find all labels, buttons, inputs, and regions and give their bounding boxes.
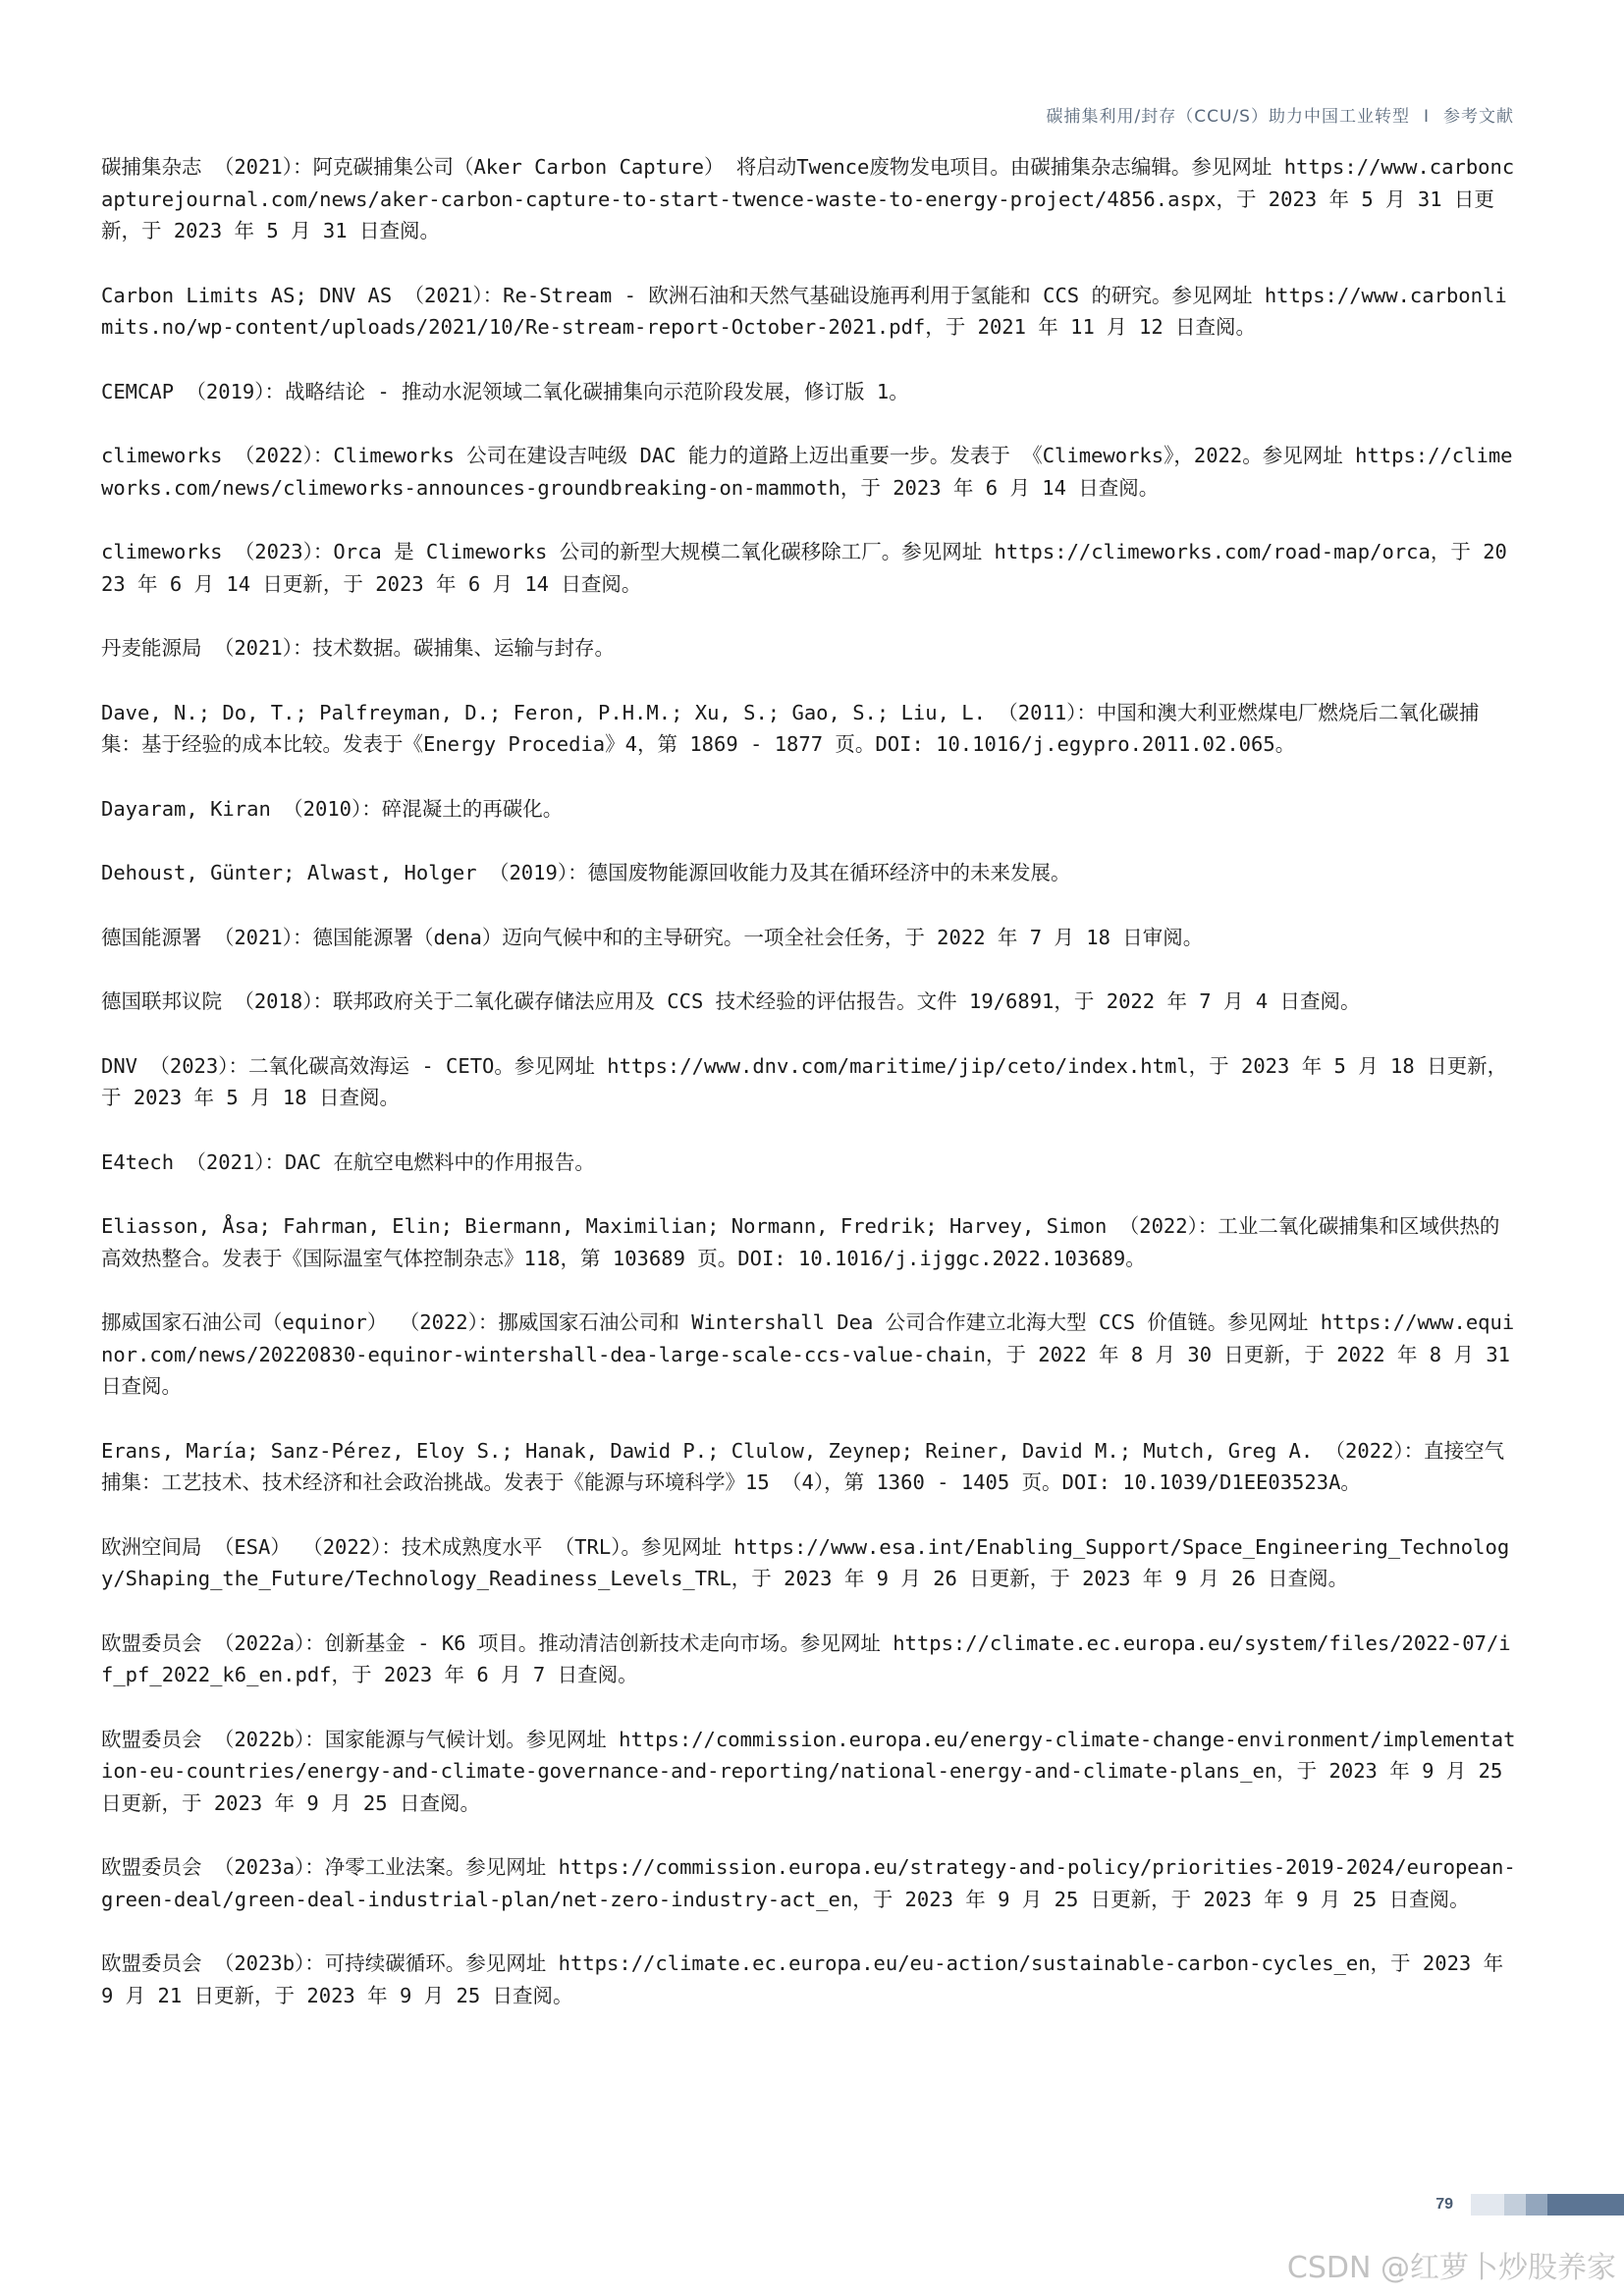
reference-entry: Dayaram, Kiran （2010）：碎混凝土的再碳化。 — [101, 796, 564, 821]
reference-entry: 欧盟委员会 （2023b）：可持续碳循环。参见网址 https://climate.ec.europa.eu/eu-action/sustainable-carbon-cycles_en，于 2023 年 9 月 21 日更新，于 2023 年 9 月 25 日查阅。 — [101, 1951, 1504, 2007]
page-number: 79 — [1435, 2196, 1453, 2213]
reference-entry: CEMCAP （2019）：战略结论 - 推动水泥领域二氧化碳捕集向示范阶段发展，修订版 1。 — [101, 379, 909, 403]
page-footer — [1435, 2193, 1624, 2216]
reference-list — [101, 151, 1517, 2044]
section-title: 参考文献 — [1443, 107, 1514, 127]
reference-entry: E4tech （2021）：DAC 在航空电燃料中的作用报告。 — [101, 1149, 595, 1174]
reference-entry: Dehoust, Günter; Alwast, Holger （2019）：德国废物能源回收能力及其在循环经济中的未来发展。 — [101, 861, 1071, 884]
color-bar-segment — [1526, 2194, 1547, 2216]
document-title: 碳捕集利用/封存（CCU/S）助力中国工业转型 — [1046, 107, 1410, 127]
reference-entry: 欧盟委员会 （2022b）：国家能源与气候计划。参见网址 https://commission.europa.eu/energy-climate-change-environment/implementation-eu-countries/energy-and-climate-governance-and-reporting/national-energy-and-climate-plans_en，于 2023 年 9 月 25 日更新，于 2023 年 9 月 25 日查阅。 — [101, 1727, 1516, 1815]
page-color-bar — [1471, 2194, 1624, 2216]
reference-entry: 德国能源署 （2021）：德国能源署（dena）迈向气候中和的主导研究。一项全社会任务，于 2022 年 7 月 18 日审阅。 — [101, 925, 1204, 949]
reference-entry: 欧洲空间局 （ESA） （2022）：技术成熟度水平 （TRL）。参见网址 https://www.esa.int/Enabling_Support/Space_Engineering_Technology/Shaping_the_Future/Technology_Readiness_Levels_TRL，于 2023 年 9 月 26 日更新，于 2023 年 9 月 26 日查阅。 — [101, 1534, 1510, 1590]
reference-entry: Eliasson, Åsa; Fahrman, Elin; Biermann, Maximilian; Normann, Fredrik; Harvey, Simon （2022）：工业二氧化碳捕集和区域供热的高效热整合。发表于《国际温室气体控制杂志》118，第 103689 页。DOI: 10.1016/j.ijggc.2022.103689。 — [101, 1214, 1500, 1270]
reference-entry: 欧盟委员会 （2023a）：净零工业法案。参见网址 https://commission.europa.eu/strategy-and-policy/priorities-2019-2024/european-green-deal/green-deal-industrial-plan/net-zero-industry-act_en，于 2023 年 9 月 25 日更新，于 2023 年 9 月 25 日查阅。 — [101, 1855, 1516, 1911]
reference-entry: climeworks （2022）：Climeworks 公司在建设吉吨级 DAC 能力的道路上迈出重要一步。发表于 《Climeworks》，2022。参见网址 https://climeworks.com/news/climeworks-announces-groundbreaking-on-mammoth，于 2023 年 6 月 14 日查阅。 — [101, 444, 1513, 500]
watermark: CSDN @红萝卜炒股养家 — [1286, 2251, 1616, 2285]
reference-entry: Erans, María; Sanz-Pérez, Eloy S.; Hanak, Dawid P.; Clulow, Zeynep; Reiner, David M.; Mutch, Greg A. （2022）：直接空气捕集：工艺技术、技术经济和社会政治挑战。发表于《能源与环境科学》15 （4），第 1360 - 1405 页。DOI: 10.1039/D1EE03523A。 — [101, 1438, 1505, 1494]
reference-entry: 丹麦能源局 （2021）：技术数据。碳捕集、运输与封存。 — [101, 636, 615, 660]
color-bar-segment — [1504, 2194, 1526, 2216]
color-bar-segment — [1471, 2194, 1504, 2216]
reference-entry: 挪威国家石油公司（equinor） （2022）：挪威国家石油公司和 Wintershall Dea 公司合作建立北海大型 CCS 价值链。参见网址 https://www.equinor.com/news/20220830-equinor-wintershall-dea-large-scale-ccs-value-chain，于 2022 年 8 月 30 日更新，于 2022 年 8 月 31 日查阅。 — [101, 1310, 1515, 1398]
color-bar-segment — [1547, 2194, 1624, 2216]
reference-entry: Carbon Limits AS; DNV AS （2021）：Re-Stream - 欧洲石油和天然气基础设施再利用于氢能和 CCS 的研究。参见网址 https://www.carbonlimits.no/wp-content/uploads/2021/10/Re-stream-report-October-2021.pdf，于 2021 年 11 月 12 日查阅。 — [101, 283, 1507, 339]
reference-entry: DNV （2023）：二氧化碳高效海运 - CETO。参见网址 https://www.dnv.com/maritime/jip/ceto/index.html，于 2023 年 5 月 18 日更新，于 2023 年 5 月 18 日查阅。 — [101, 1053, 1508, 1109]
reference-entry: 碳捕集杂志 （2021）：阿克碳捕集公司（Aker Carbon Capture） 将启动Twence废物发电项目。由碳捕集杂志编辑。参见网址 https://www.carboncapturejournal.com/news/aker-carbon-capture-to-start-twence-waste-to-energy-project/4856.aspx，于 2023 年 5 月 31 日更新，于 2023 年 5 月 31 日查阅。 — [101, 155, 1515, 242]
header-separator: I — [1423, 107, 1430, 127]
reference-entry: 欧盟委员会 （2022a）：创新基金 - K6 项目。推动清洁创新技术走向市场。参见网址 https://climate.ec.europa.eu/system/files/2022-07/if_pf_2022_k6_en.pdf，于 2023 年 6 月 7 日查阅。 — [101, 1630, 1511, 1686]
reference-entry: Dave, N.; Do, T.; Palfreyman, D.; Feron, P.H.M.; Xu, S.; Gao, S.; Liu, L. （2011）：中国和澳大利亚燃煤电厂燃烧后二氧化碳捕集：基于经验的成本比较。发表于《Energy Procedia》4，第 1869 - 1877 页。DOI: 10.1016/j.egypro.2011.02.065。 — [101, 700, 1480, 756]
reference-entry: 德国联邦议院 （2018）：联邦政府关于二氧化碳存储法应用及 CCS 技术经验的评估报告。文件 19/6891，于 2022 年 7 月 4 日查阅。 — [101, 989, 1361, 1013]
running-header — [1047, 102, 1514, 127]
reference-entry: climeworks （2023）：Orca 是 Climeworks 公司的新型大规模二氧化碳移除工厂。参见网址 https://climeworks.com/road-map/orca，于 2023 年 6 月 14 日更新，于 2023 年 6 月 14 日查阅。 — [101, 540, 1507, 596]
